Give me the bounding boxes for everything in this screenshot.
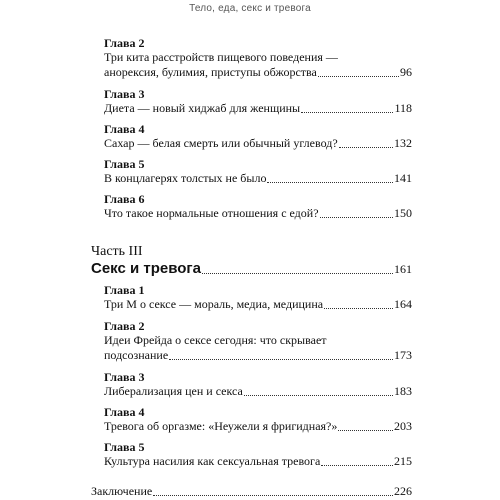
page-number: 161 <box>394 262 412 276</box>
dot-leader <box>321 465 393 466</box>
page-number: 183 <box>394 384 412 398</box>
page-number: 173 <box>394 348 412 362</box>
chapter-label: Глава 5 <box>104 440 145 454</box>
chapter-label: Глава 3 <box>104 370 145 384</box>
chapter-label: Глава 2 <box>104 36 145 50</box>
page-number: 132 <box>394 136 412 150</box>
page-number: 141 <box>394 171 412 185</box>
chapter-label: Глава 3 <box>104 87 145 101</box>
chapter-label: Глава 2 <box>104 319 145 333</box>
page-number: 226 <box>394 484 412 498</box>
dot-leader <box>301 112 393 113</box>
toc-entry-conclusion <box>91 484 412 499</box>
chapter-label: Глава 5 <box>104 157 145 171</box>
chapter-title: В концлагерях толстых не было <box>104 171 267 185</box>
part-label: Часть III <box>91 244 143 259</box>
dot-leader <box>318 76 399 77</box>
dot-leader <box>320 217 393 218</box>
running-head: Тело, еда, секс и тревога <box>189 3 311 14</box>
chapter-label: Глава 6 <box>104 192 145 206</box>
dot-leader <box>339 147 393 148</box>
toc-entry-part2-ch6 <box>104 192 412 221</box>
toc-entry-part2-ch4 <box>104 122 412 151</box>
toc-entry-part3 <box>91 261 412 277</box>
toc-entry-part3-ch4 <box>104 405 412 434</box>
page-number: 96 <box>400 65 412 79</box>
chapter-label: Глава 1 <box>104 283 145 297</box>
toc-entry-part3-ch3 <box>104 370 412 399</box>
toc-entry-part3-ch1 <box>104 283 412 312</box>
chapter-label: Глава 4 <box>104 405 145 419</box>
dot-leader <box>338 430 393 431</box>
chapter-title: Три М о сексе — мораль, медиа, медицина <box>104 297 324 311</box>
toc-entry-part3-ch2 <box>104 319 412 363</box>
page-number: 203 <box>394 419 412 433</box>
chapter-title: Идеи Фрейда о сексе сегодня: что скрывает <box>104 333 327 347</box>
chapter-title: Что такое нормальные отношения с едой? <box>104 206 319 220</box>
toc-entry-part3-ch5 <box>104 440 412 469</box>
chapter-title: Три кита расстройств пищевого поведения — <box>104 50 338 64</box>
chapter-title: Диета — новый хиджаб для женщины <box>104 101 301 115</box>
chapter-title: Либерализация цен и секса <box>104 384 243 398</box>
chapter-title: Сахар — белая смерть или обычный углевод? <box>104 136 338 150</box>
part-title: Секс и тревога <box>91 260 202 277</box>
conclusion-title: Заключение <box>91 484 153 498</box>
dot-leader <box>153 495 393 496</box>
page-number: 215 <box>394 454 412 468</box>
toc-entry-part2-ch2 <box>104 36 412 80</box>
chapter-label: Глава 4 <box>104 122 145 136</box>
toc-entry-part2-ch5 <box>104 157 412 186</box>
chapter-title: Тревога об оргазме: «Неужели я фригидная?» <box>104 419 338 433</box>
dot-leader <box>244 395 393 396</box>
dot-leader <box>202 273 393 274</box>
page-number: 164 <box>394 297 412 311</box>
chapter-title: Культура насилия как сексуальная тревога <box>104 454 321 468</box>
page-number: 150 <box>394 206 412 220</box>
dot-leader <box>169 359 393 360</box>
dot-leader <box>324 308 393 309</box>
page-number: 118 <box>394 101 412 115</box>
chapter-title: анорексия, булимия, приступы обжорства <box>104 65 317 79</box>
toc-entry-part2-ch3 <box>104 87 412 116</box>
chapter-title: подсознание <box>104 348 169 362</box>
dot-leader <box>267 182 393 183</box>
